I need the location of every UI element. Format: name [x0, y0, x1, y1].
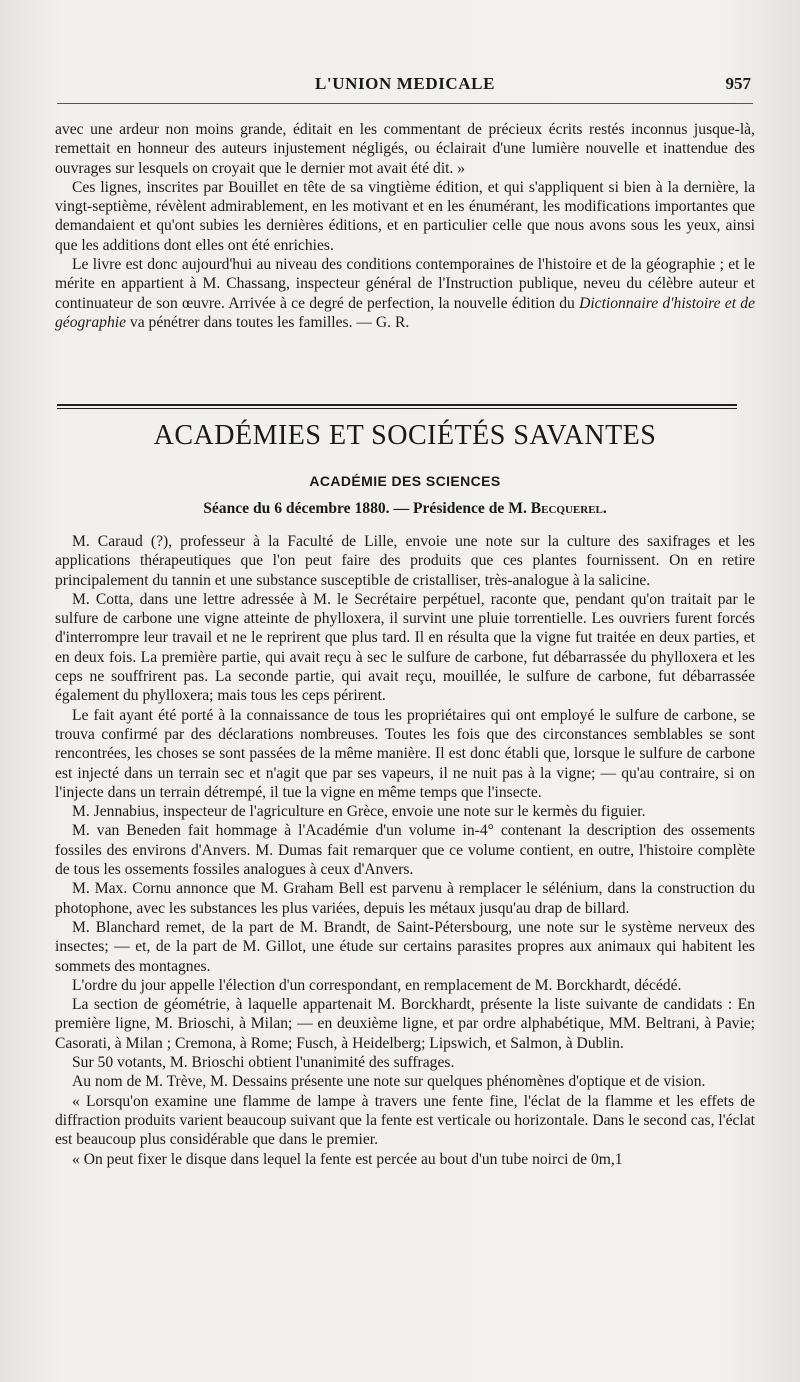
report-paragraph: M. Jennabius, inspecteur de l'agriculture en Grèce, envoie une note sur le kermès du figuier.	[72, 803, 646, 821]
page-header	[55, 74, 755, 104]
report-paragraph: M. van Beneden fait hommage à l'Académie d'un volume in-4° contenant la description des ossements fossiles des environs d'Anvers. M. Dumas fait remarquer que ce volume contient, en outre, l'histoire complète de tous les ossements fossiles analogues à ceux d'Anvers.	[55, 822, 755, 879]
review-closing-paragraph	[55, 255, 755, 332]
academy-report	[55, 532, 755, 1169]
session-end: .	[602, 500, 607, 517]
report-paragraph: Au nom de M. Trève, M. Dessains présente une note sur quelques phénomènes d'optique et de vision.	[72, 1073, 706, 1091]
section-separator-rule	[57, 404, 737, 409]
review-paragraph: avec une ardeur non moins grande, éditait en les commentant de précieux écrits restés inconnus jusque-là, remettait en honneur des auteurs injustement négligés, ou éclairait d'une lumière nouvelle et inattendue des ouvrages sur lesquels on croyait que le dernier mot avait été dit. »	[55, 121, 755, 177]
session-line	[55, 500, 755, 518]
header-rule	[57, 103, 753, 104]
report-paragraph: M. Caraud (?), professeur à la Faculté de Lille, envoie une note sur la culture des saxifrages et les applications thérapeutiques que l'on peut faire des produits que ces plantes fournissent. On en retire principalement du tannin et une substance susceptible de cristalliser, très-analogue à la salicine.	[55, 533, 755, 589]
section-title: ACADÉMIES ET SOCIÉTÉS SAVANTES	[153, 420, 657, 451]
report-paragraph: L'ordre du jour appelle l'élection d'un correspondant, en remplacement de M. Borckhardt, décédé.	[72, 976, 682, 994]
report-paragraph: « On peut fixer le disque dans lequel la fente est percée au bout d'un tube noirci de 0m,1	[72, 1150, 623, 1168]
book-title: Dictionnaire d'histoire et de géographie	[55, 294, 755, 331]
subsection-title: ACADÉMIE DES SCIENCES	[309, 473, 501, 489]
closing-text-end: va pénétrer dans toutes les familles. — G. R.	[126, 313, 410, 331]
report-paragraph: Le fait ayant été porté à la connaissance de tous les propriétaires qui ont employé le sulfure de carbone, se trouva confirmé par des déclarations nombreuses. Toutes les fois que des circonstances semblables se sont rencontrées, les choses se sont passées de la même manière. Il est donc établi que, lorsque le sulfure de carbone est injecté dans un terrain sec et n'agit que par ses vapeurs, il ne nuit pas à la vigne; — qu'au contraire, si on l'injecte dans un terrain détrempé, il tue la vigne en même temps que l'insecte.	[55, 706, 755, 801]
report-paragraph: M. Max. Cornu annonce que M. Graham Bell est parvenu à remplacer le sélénium, dans la construction du photophone, avec les substances les plus variées, depuis les métaux jusqu'au drap de billard.	[55, 880, 755, 917]
book-review-continuation	[55, 120, 755, 332]
report-paragraph: M. Blanchard remet, de la part de M. Brandt, de Saint-Pétersbourg, une note sur le système nerveux des insectes; — et, de la part de M. Gillot, une étude sur certains parasites propres aux animaux qui habitent les sommets des montagnes.	[55, 918, 755, 975]
review-paragraph: Ces lignes, inscrites par Bouillet en tête de sa vingtième édition, et qui s'appliquent si bien à la dernière, la vingt-septième, révèlent admirablement, en les motivant et en les énumérant, les modifications importantes que demandaient et qu'ont subies les dernières éditions, et en particulier celle que nous avons sous les yeux, ainsi que les additions dont elles ont été enrichies.	[55, 178, 755, 254]
page-number: 957	[725, 74, 751, 93]
session-president: Becquerel	[530, 500, 603, 517]
running-title: L'UNION MEDICALE	[314, 74, 496, 93]
report-paragraph: La section de géométrie, à laquelle appartenait M. Borckhardt, présente la liste suivante de candidats : En première ligne, M. Brioschi, à Milan; — en deuxième ligne, et par ordre alphabétique, MM. Beltrani, à Pavie; Casorati, à Milan ; Cremona, à Rome; Fusch, à Heidelberg; Lipswich, et Salmon, à Dublin.	[55, 996, 755, 1052]
report-paragraph: Sur 50 votants, M. Brioschi obtient l'unanimité des suffrages.	[72, 1054, 455, 1072]
report-paragraph: « Lorsqu'on examine une flamme de lampe à travers une fente fine, l'éclat de la flamme et les effets de diffraction produits varient beaucoup suivant que la fente est verticale ou horizontale. Dans le second cas, l'éclat est beaucoup plus considérable que dans le premier.	[55, 1092, 755, 1149]
report-paragraph: M. Cotta, dans une lettre adressée à M. le Secrétaire perpétuel, raconte que, pendant qu'on traitait par le sulfure de carbone une vigne atteinte de phylloxera, il survint une pluie torrentielle. Les ouvriers furent forcés d'interrompre leur travail et ne le reprirent que plus tard. Il en résulta que la vigne fut traitée en deux parties, et en deux fois. La première partie, qui avait reçu à sec le sulfure de carbone, fut débarrassée du phylloxera et les ceps ne souffrirent pas. La seconde partie, qui avait reçu, mouillée, le sulfure de carbone, fut débarrassée également du phylloxera; mais tous les ceps périrent.	[55, 590, 755, 705]
session-text: Séance du 6 décembre 1880. — Présidence de M.	[203, 500, 531, 517]
closing-text-start: Le livre est donc aujourd'hui au niveau des conditions contemporaines de l'histoire et de la géographie ; et le mérite en appartient à M. Chassang, inspecteur général de l'Instruction publique, neveu du célèbre auteur et continuateur de son œuvre. Arrivée à ce degré de perfection, la nouvelle édition du	[55, 256, 755, 312]
